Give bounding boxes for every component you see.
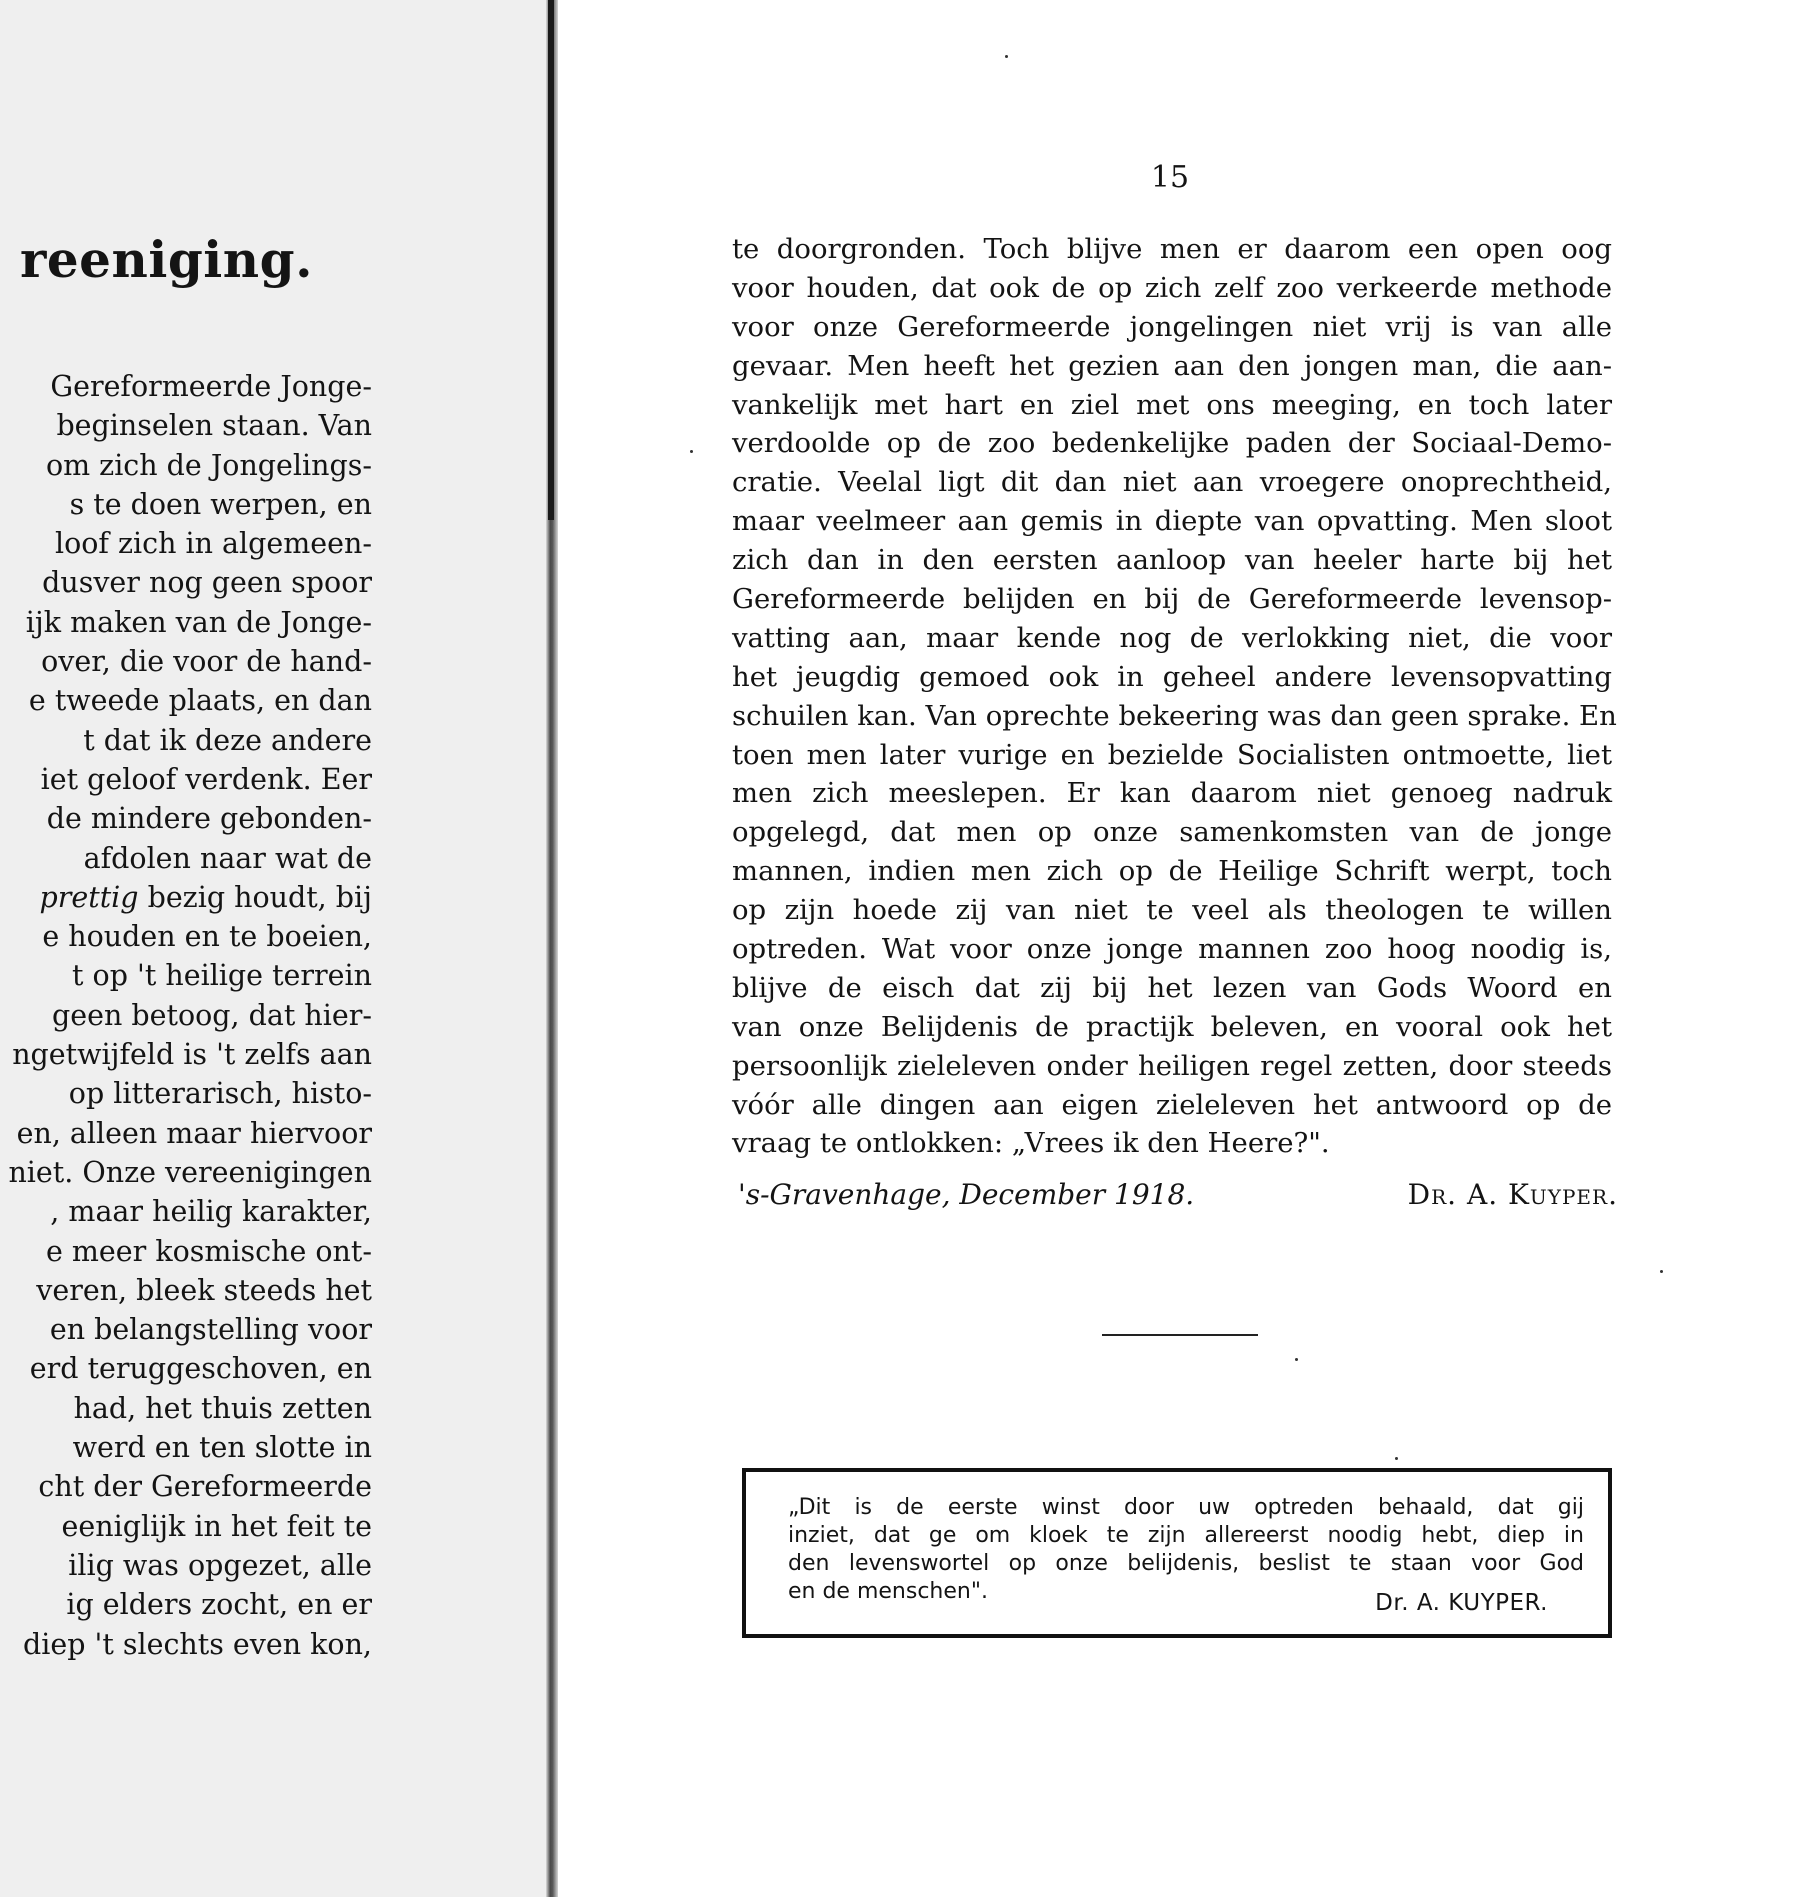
text-line: dusver nog geen spoor <box>42 566 372 600</box>
quote-line: en de menschen". <box>788 1579 988 1604</box>
italic-word: prettig <box>39 880 139 914</box>
text-line: vóór alle dingen aan eigen zieleleven het antwoord op de <box>732 1088 1612 1121</box>
text-line: en belangstelling voor <box>49 1313 372 1347</box>
text-line: cht der Gereformeerde <box>38 1470 372 1504</box>
author-signature: Dr. A. Kuyper. <box>1407 1178 1618 1211</box>
print-speck <box>1295 1358 1298 1361</box>
text-line: over, die voor de hand- <box>41 645 372 679</box>
text-line: van onze Belijdenis de practijk beleven, en vooral ook het <box>732 1010 1612 1043</box>
text-line: afdolen naar wat de <box>83 841 372 875</box>
text-line: vankelijk met hart en ziel met ons meeging, en toch later <box>732 388 1612 421</box>
text-line: maar veelmeer aan gemis in diepte van opvatting. Men sloot <box>732 505 1612 538</box>
text-line: loof zich in algemeen- <box>54 527 372 561</box>
dateline: 's-Gravenhage, December 1918. <box>738 1178 1195 1211</box>
text-line: het jeugdig gemoed ook in geheel andere levensopvatting <box>732 660 1612 693</box>
text-line: iet geloof verdenk. Eer <box>40 762 372 796</box>
text-line: erd teruggeschoven, en <box>29 1352 372 1386</box>
text-line: ilig was opgezet, alle <box>68 1548 372 1582</box>
text-line: persoonlijk zieleleven onder heiligen regel zetten, door steeds <box>732 1049 1612 1082</box>
text-line: beginselen staan. Van <box>56 409 372 443</box>
text-line-italic <box>0 878 372 917</box>
text-line: vraag te ontlokken: „Vrees ik den Heere?". <box>732 1127 1330 1160</box>
left-page <box>0 0 548 1897</box>
text-line: voor houden, dat ook de op zich zelf zoo verkeerde methode <box>732 271 1612 304</box>
text-line: toen men later vurige en bezielde Socialisten ontmoette, liet <box>732 738 1612 771</box>
text-line: en, alleen maar hiervoor <box>16 1116 372 1150</box>
text-line: t dat ik deze andere <box>83 723 372 757</box>
text-line: te doorgronden. Toch blijve men er daarom een open oog <box>732 233 1612 265</box>
text-line: ngetwijfeld is 't zelfs aan <box>12 1038 372 1072</box>
text-line: diep 't slechts even kon, <box>22 1627 372 1661</box>
text-line: Gereformeerde Jonge- <box>50 370 372 403</box>
text-line: om zich de Jongelings- <box>45 448 372 482</box>
left-page-heading: reeniging. <box>20 230 313 289</box>
page-number: 15 <box>1150 160 1190 195</box>
text-line: verdoolde op de zoo bedenkelijke paden der Sociaal-Demo- <box>732 427 1612 460</box>
text-line: geen betoog, dat hier- <box>52 998 372 1032</box>
section-divider <box>1102 1334 1258 1336</box>
text-line: e houden en te boeien, <box>42 920 372 954</box>
text-line: had, het thuis zetten <box>73 1391 372 1425</box>
text-line: zich dan in den eersten aanloop van heeler harte bij het <box>732 544 1612 577</box>
text-line: e meer kosmische ont- <box>45 1234 372 1268</box>
text-line: schuilen kan. Van oprechte bekeering was dan geen sprake. En <box>732 699 1617 732</box>
quote-box <box>742 1468 1612 1638</box>
text-line: werd en ten slotte in <box>72 1431 372 1465</box>
right-page-text <box>732 230 1617 1163</box>
text-line: mannen, indien men zich op de Heilige Schrift werpt, toch <box>732 855 1612 888</box>
print-speck <box>1005 55 1008 58</box>
text-line: e tweede plaats, en dan <box>28 684 372 718</box>
print-speck <box>1660 1270 1663 1273</box>
text-line: blijve de eisch dat zij bij het lezen van Gods Woord en <box>732 971 1612 1004</box>
text-line: de mindere gebonden- <box>46 802 372 836</box>
print-speck <box>690 450 693 453</box>
text-fragment: bezig houdt, bij <box>138 880 372 914</box>
print-speck <box>1395 1457 1398 1460</box>
text-line: t op 't heilige terrein <box>72 959 372 993</box>
text-line: cratie. Veelal ligt dit dan niet aan vroegere onoprechtheid, <box>732 466 1612 499</box>
text-line: s te doen werpen, en <box>69 487 372 521</box>
quote-line: den levenswortel op onze belijdenis, beslist te staan voor God <box>788 1551 1584 1576</box>
text-line: optreden. Wat voor onze jonge mannen zoo hoog noodig is, <box>732 933 1612 966</box>
text-line: Gereformeerde belijden en bij de Gereformeerde levensop- <box>732 583 1612 616</box>
text-line: opgelegd, dat men op onze samenkomsten van de jonge <box>732 816 1612 849</box>
text-line: veren, bleek steeds het <box>36 1273 372 1307</box>
quote-line: inziet, dat ge om kloek te zijn allereerst noodig hebt, diep in <box>788 1523 1584 1548</box>
text-line: men zich meeslepen. Er kan daarom niet genoeg nadruk <box>732 777 1612 810</box>
signature-row <box>738 1178 1618 1218</box>
text-line: , maar heilig karakter, <box>50 1195 372 1229</box>
quote-author: Dr. A. KUYPER. <box>1375 1590 1548 1616</box>
text-line: op litterarisch, histo- <box>68 1077 372 1111</box>
text-line: vatting aan, maar kende nog de verlokking niet, die voor <box>732 621 1612 654</box>
text-line: ig elders zocht, en er <box>66 1588 372 1622</box>
text-line: gevaar. Men heeft het gezien aan den jongen man, die aan- <box>732 349 1612 382</box>
quote-line: „Dit is de eerste winst door uw optreden behaald, dat gij <box>788 1495 1584 1520</box>
text-line: niet. Onze vereenigingen <box>8 1155 372 1189</box>
text-line: voor onze Gereformeerde jongelingen niet vrij is van alle <box>732 310 1612 343</box>
text-line: ijk maken van de Jonge- <box>25 605 372 639</box>
text-line: eeniglijk in het feit te <box>61 1509 372 1543</box>
text-line: op zijn hoede zij van niet te veel als theologen te willen <box>732 894 1612 927</box>
left-page-text <box>0 367 372 1664</box>
gutter-shadow <box>548 0 554 520</box>
